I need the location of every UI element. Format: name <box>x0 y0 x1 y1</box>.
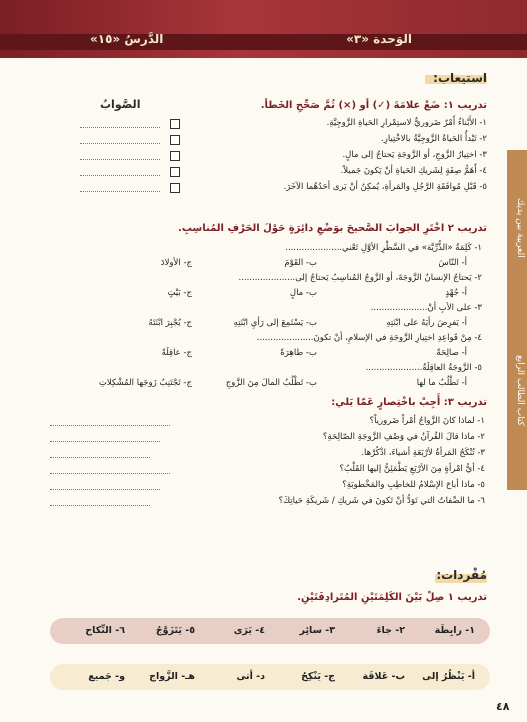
vocab-word[interactable]: ٤- يَرَى <box>233 625 265 636</box>
ex2-option-a[interactable]: أ- جُهْدٍ <box>445 288 467 298</box>
side-title-book: كتاب الطالب الرابع <box>515 354 525 426</box>
vocab-word[interactable]: أ- يَنْظُرُ إلى <box>422 671 475 682</box>
ex2-option-b[interactable]: ب- يَسْتَمِعَ إلى رَأيِ ابْنَتِهِ <box>233 318 317 328</box>
ex2-option-b[interactable]: ب- تَطْلُبُ المالَ مِنَ الزَّوجِ <box>225 378 317 388</box>
ex1-answer-line[interactable] <box>80 127 160 128</box>
comprehension-heading: استيعاب: <box>433 71 487 85</box>
vocab-word[interactable]: ٢- جاءَ <box>376 625 405 636</box>
vocabulary-heading: مُفْردات: <box>436 568 487 582</box>
ex2-option-a[interactable]: أ- تَطْلُبُ ما لها <box>416 378 467 388</box>
ex1-checkbox[interactable] <box>170 183 180 193</box>
ex2-option-c[interactable]: ج- يُجْبِرَ ابْنَتَهُ <box>148 318 192 328</box>
ex2-title: تدريب ٢ اخْتَرِ الجوابَ الصَّحيحَ بوَضْعِ دائِرَةٍ حَوْلَ الحَرْفِ المُناسِبِ. <box>178 223 487 234</box>
ex1-statement: ١- الأَبْناءُ أَمْرٌ ضَروريٌّ لاستِمْرارِ الحَياةِ الزَّوجِيَّةِ. <box>326 118 487 128</box>
vocab-word[interactable]: هـ- الزَّواج <box>149 671 195 682</box>
ex1-checkbox[interactable] <box>170 135 180 145</box>
ex1-statement: ٤- أَهَمُّ صِفَةٍ لِشَريكِ الحَياةِ أنْ يَكونَ جَميلاً. <box>340 166 487 176</box>
ex1-answer-line[interactable] <box>80 191 160 192</box>
ex1-checkbox[interactable] <box>170 151 180 161</box>
vocab-word[interactable]: ب- عَلاقَة <box>362 671 405 682</box>
ex2-option-c[interactable]: ج- تَجْتَنِبُ زَوجَها المُشْكِلاتِ <box>98 378 192 388</box>
ex2-option-c[interactable]: ج- الأولادَ <box>160 258 192 268</box>
ex1-answer-header: الصَّوابُ <box>100 98 141 111</box>
page-number: ٤٨ <box>496 700 510 713</box>
ex2-option-a[interactable]: أ- صالِحَةً <box>436 348 467 358</box>
vocab-word[interactable]: د- أتى <box>236 671 265 682</box>
ex2-question: ٤- مِنْ قَواعِدِ اختِيارِ الزَّوجَةِ في الإسلامِ، أنْ تكونَ..................... <box>256 333 482 343</box>
ex2-question: ١- كَلِمَةُ «الذُّرِّيَّة» في السَّطْرِ الأوَّلِ تَعْني..................... <box>285 243 482 253</box>
ex1-checkbox[interactable] <box>170 119 180 129</box>
ex3-question: ٢- ماذا قالَ القُرآنُ في وَصْفِ الزَّوجَةِ الصّالِحَةِ؟ <box>322 432 485 442</box>
ex1-statement: ٣- اختِيارُ الزَّوجِ، أو الزَّوجَةِ يَحتاجُ إلى مالٍ. <box>342 150 487 160</box>
ex2-question: ٣- على الأبِ أنْ..................... <box>370 303 482 313</box>
ex3-question: ٤- أيُّ امْرأةٍ مِنَ الأرْبَعِ يَطْمَئِنُّ إليها القَلْبُ؟ <box>339 464 485 474</box>
ex1-answer-line[interactable] <box>80 143 160 144</box>
lesson-label: الدَّرسُ «١٥» <box>90 32 164 46</box>
ex1-answer-line[interactable] <box>80 175 160 176</box>
ex3-title: تدريب ٣: أَجِبْ باخْتِصارٍ عَمّا يَلي: <box>331 397 487 408</box>
ex2-option-b[interactable]: ب- مالٍ <box>289 288 317 298</box>
unit-label: الوَحدة «٣» <box>346 32 412 46</box>
side-title-series: العربية بين يديك <box>515 198 525 258</box>
ex2-option-c[interactable]: ج- عاقِلَةً <box>161 348 192 358</box>
ex3-answer-line[interactable] <box>50 425 170 426</box>
ex1-statement: ٥- قَبْلِ مُوافَقَةِ الرَّجُلِ والمَرأةِ، يُمكِنُ أنْ يَرى أحَدُهُما الآخَرَ. <box>283 182 487 192</box>
ex2-option-b[interactable]: ب- القَوْمَ <box>284 258 317 268</box>
ex3-answer-line[interactable] <box>50 441 160 442</box>
ex3-question: ٥- ماذا أباحَ الإسْلامُ للخاطِبِ والمَخْطوبَةِ؟ <box>342 480 485 490</box>
ex1-title: تدريب ١: ضَعْ علامَةَ (✓) أو (×) ثُمَّ صَحِّحِ الخَطأ. <box>260 100 487 111</box>
vocab-word[interactable]: ٦- النِّكاح <box>85 625 125 636</box>
vocab-word[interactable]: ج- يَنْكِحُ <box>301 671 335 682</box>
ex3-answer-line[interactable] <box>50 473 170 474</box>
vocab-word[interactable]: و- جَميع <box>88 671 125 682</box>
vocab-word[interactable]: ٥- يَتَزَوَّجُ <box>155 625 195 636</box>
ex2-option-a[interactable]: أ- النّاسَ <box>438 258 467 268</box>
vocab-title: تدريب ١ صِلْ بَيْنَ الكَلِمَتَيْنِ المُتَرادِفَتَيْنِ. <box>297 592 487 603</box>
ex1-statement: ٢- تَبْدأُ الحَياةُ الزَّوجِيَّةُ بالاخْتِيارِ. <box>381 134 487 144</box>
ex3-question: ٦- ما الصِّفاتُ التي تَوَدُّ أنْ تَكونَ في شَريكِ / شَريكَةِ حَياتِكَ؟ <box>278 496 485 506</box>
ex2-question: ٥- الزَّوجَةُ العاقِلَةُ..................... <box>365 363 482 373</box>
ex2-option-c[interactable]: ج- بَيْتٍ <box>167 288 192 298</box>
ex3-question: ١- لماذا كانَ الزَّواجُ أمْراً ضَرورياً؟ <box>369 416 485 426</box>
ex1-answer-line[interactable] <box>80 159 160 160</box>
vocab-word[interactable]: ١- رابِطَة <box>434 625 475 636</box>
header-strip <box>0 34 527 50</box>
vocab-word[interactable]: ٣- سائِر <box>299 625 335 636</box>
ex2-question: ٢- يَحتاجُ الإنسانُ الزَّوجَةَ، أو الزَّوجُ المُناسِبُ يَحتاجُ إلى..................... <box>238 273 482 283</box>
ex3-answer-line[interactable] <box>50 505 150 506</box>
ex3-answer-line[interactable] <box>50 457 150 458</box>
ex3-question: ٣- تُنْكَحُ المَرأةُ لأرْبَعَةِ أشياءَ، اذْكُرْها. <box>361 448 485 458</box>
ex2-option-b[interactable]: ب- طاهِرَةً <box>280 348 317 358</box>
ex1-checkbox[interactable] <box>170 167 180 177</box>
ex3-answer-line[interactable] <box>50 489 160 490</box>
ex2-option-a[interactable]: أ- يَفرِضَ رأيَهُ على ابْنَتِهِ <box>386 318 467 328</box>
